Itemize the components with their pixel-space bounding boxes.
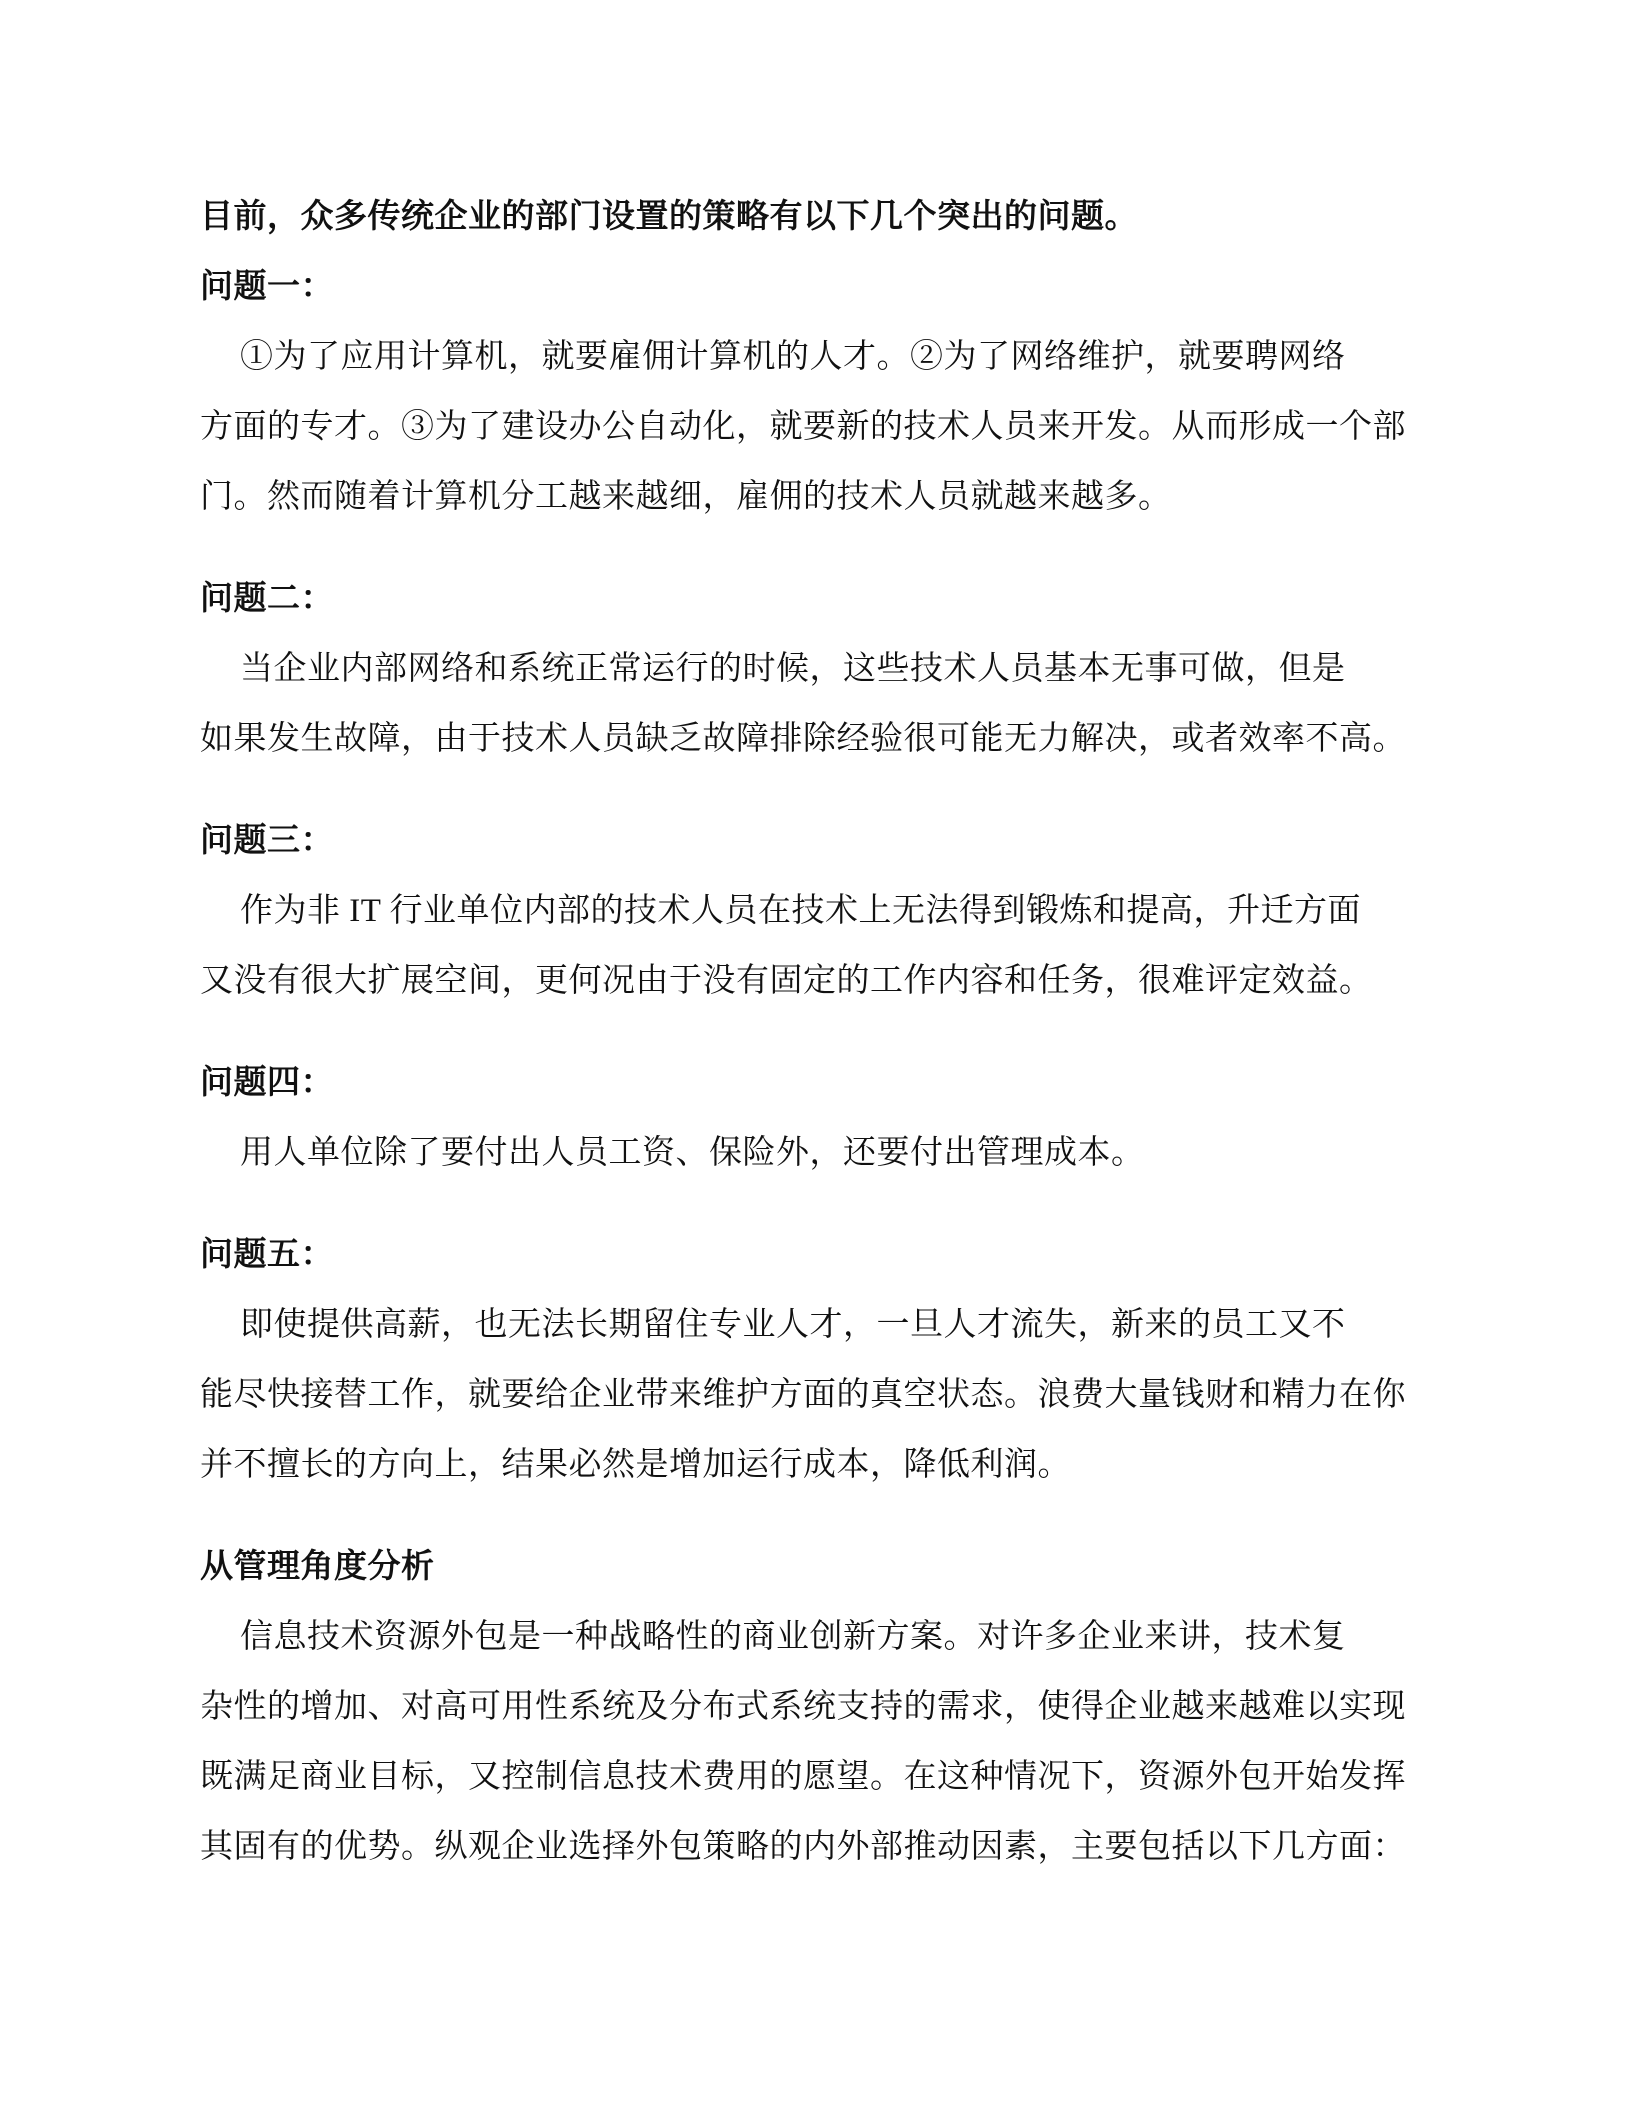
paragraph-line: 门。然而随着计算机分工越来越细，雇佣的技术人员就越来越多。	[200, 479, 1172, 515]
paragraph-line: 当企业内部网络和系统正常运行的时候，这些技术人员基本无事可做，但是	[240, 651, 1346, 687]
section-management-analysis	[200, 1532, 1470, 1882]
document-body	[200, 182, 1470, 1882]
paragraph-line: 方面的专才。③为了建设办公自动化，就要新的技术人员来开发。从而形成一个部	[200, 409, 1406, 445]
section-problem-1-heading: 问题一：	[200, 269, 334, 305]
paragraph-line: 如果发生故障，由于技术人员缺乏故障排除经验很可能无力解决，或者效率不高。	[200, 721, 1406, 757]
paragraph-line: 又没有很大扩展空间，更何况由于没有固定的工作内容和任务，很难评定效益。	[200, 963, 1373, 999]
paragraph-line: 作为非 IT 行业单位内部的技术人员在技术上无法得到锻炼和提高，升迁方面	[240, 893, 1362, 929]
section-problem-3-heading: 问题三：	[200, 823, 334, 859]
section-problem-1	[200, 252, 1470, 532]
paragraph-line: 能尽快接替工作，就要给企业带来维护方面的真空状态。浪费大量钱财和精力在你	[200, 1377, 1406, 1413]
paragraph-line: 用人单位除了要付出人员工资、保险外，还要付出管理成本。	[240, 1135, 1145, 1171]
section-problem-2	[200, 564, 1470, 774]
section-management-analysis-heading: 从管理角度分析	[200, 1549, 435, 1585]
section-problem-5-heading: 问题五：	[200, 1237, 334, 1273]
paragraph-line: 既满足商业目标，又控制信息技术费用的愿望。在这种情况下，资源外包开始发挥	[200, 1759, 1406, 1795]
paragraph-line: ①为了应用计算机，就要雇佣计算机的人才。②为了网络维护，就要聘网络	[240, 339, 1346, 375]
section-problem-4-heading: 问题四：	[200, 1065, 334, 1101]
paragraph-line: 并不擅长的方向上，结果必然是增加运行成本，降低利润。	[200, 1447, 1071, 1483]
section-problem-4	[200, 1048, 1470, 1188]
section-problem-2-heading: 问题二：	[200, 581, 334, 617]
section-problem-5	[200, 1220, 1470, 1500]
paragraph-line: 杂性的增加、对高可用性系统及分布式系统支持的需求，使得企业越来越难以实现	[200, 1689, 1406, 1725]
section-problem-3	[200, 806, 1470, 1016]
paragraph-line: 信息技术资源外包是一种战略性的商业创新方案。对许多企业来讲，技术复	[240, 1619, 1346, 1655]
paragraph-line: 其固有的优势。纵观企业选择外包策略的内外部推动因素，主要包括以下几方面：	[200, 1829, 1406, 1865]
paragraph-line: 即使提供高薪，也无法长期留住专业人才，一旦人才流失，新来的员工又不	[240, 1307, 1346, 1343]
document-title: 目前，众多传统企业的部门设置的策略有以下几个突出的问题。	[200, 199, 1138, 235]
